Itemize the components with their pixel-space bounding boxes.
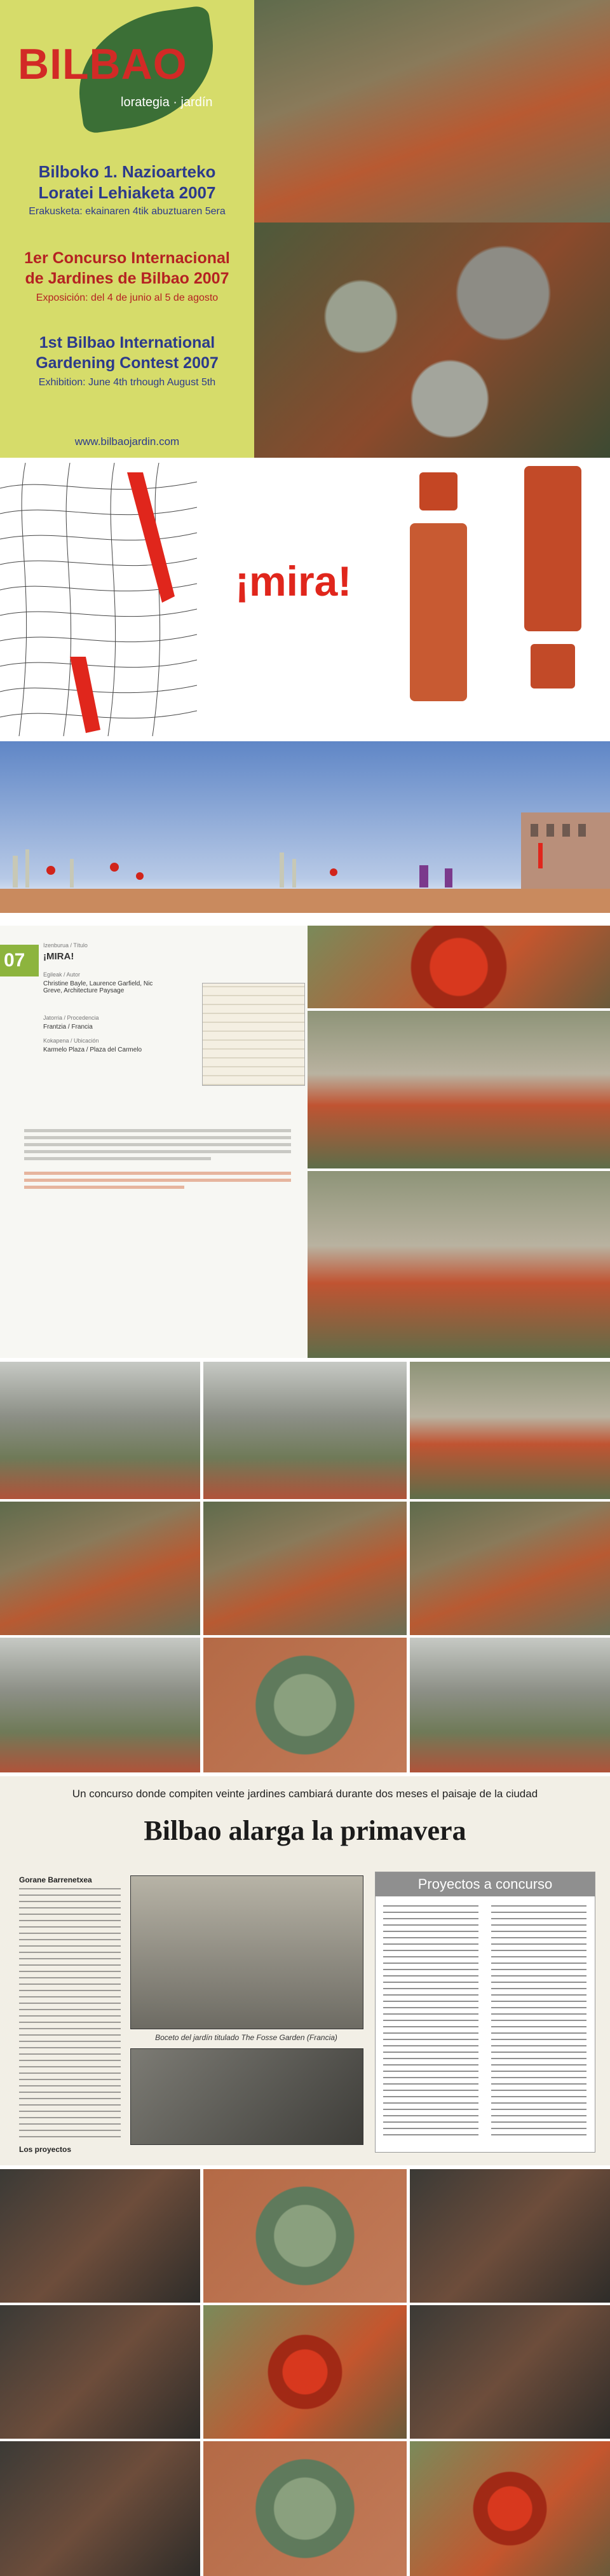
catalog-origin: Frantzia / Francia	[43, 1024, 93, 1031]
catalog-garden-photo-1	[308, 1011, 610, 1168]
catalog-location-map	[202, 983, 305, 1086]
text-line	[24, 1186, 184, 1189]
plant-photo-6	[410, 2305, 610, 2439]
plant-photo-2	[203, 2169, 407, 2303]
catalog-label-author: Egileak / Autor	[43, 971, 81, 978]
build-photo-8	[203, 1638, 407, 1772]
catalog-location: Karmelo Plaza / Plaza del Carmelo	[43, 1046, 142, 1053]
text-line	[24, 1150, 291, 1153]
model-photo-2	[508, 466, 597, 733]
text-line	[24, 1136, 291, 1139]
text-line	[24, 1179, 291, 1182]
catalog-label-title: Izenburua / Título	[43, 942, 88, 949]
poster-english-1: 1st Bilbao International	[39, 334, 215, 352]
poster-basque-1: Bilboko 1. Nazioarteko	[38, 162, 216, 181]
build-photo-7	[0, 1638, 200, 1772]
poster-spanish-1: 1er Concurso Internacional	[24, 249, 230, 267]
plant-photo-1	[0, 2169, 200, 2303]
poster-english-2: Gardening Contest 2007	[36, 354, 219, 372]
catalog-title: ¡MIRA!	[43, 951, 74, 962]
concept-sketch-map	[0, 463, 197, 736]
plant-photo-4	[0, 2305, 200, 2439]
build-photo-4	[0, 1502, 200, 1635]
text-line	[24, 1172, 291, 1175]
plant-photo-9	[410, 2441, 610, 2576]
elevation-illustration	[0, 741, 610, 913]
build-photo-1	[0, 1362, 200, 1499]
build-photo-6	[410, 1502, 610, 1635]
projects-list-right	[491, 1905, 586, 2141]
text-line	[24, 1129, 291, 1132]
catalog-label-origin: Jatorria / Procedencia	[43, 1015, 99, 1021]
poster-url: www.bilbaojardin.com	[74, 435, 180, 448]
newspaper-article-column	[19, 1888, 121, 2142]
newspaper-clipping	[0, 1776, 610, 2165]
build-photo-9	[410, 1638, 610, 1772]
build-photo-5	[203, 1502, 407, 1635]
elevation-drawing	[0, 741, 610, 913]
plant-photo-5	[203, 2305, 407, 2439]
catalog-authors: Christine Bayle, Laurence Garfield, Nic Greve, Architecture Paysage	[43, 980, 153, 994]
text-line	[24, 1143, 291, 1146]
concept-panel	[0, 463, 610, 736]
model-photo-1	[394, 472, 483, 727]
newspaper-photo-caption: Boceto del jardín titulado The Fosse Garden (Francia)	[155, 2033, 337, 2042]
newspaper-byline: Gorane Barrenetxea	[19, 1875, 92, 1884]
poster-panel	[0, 0, 254, 458]
newspaper-projects-box	[375, 1872, 595, 2153]
mira-wordmark: ¡mira!	[235, 558, 352, 605]
model-dot	[419, 472, 458, 510]
photo-garden-rocks	[254, 223, 610, 458]
poster-spanish-2: de Jardines de Bilbao 2007	[25, 270, 229, 287]
poster-spanish-3: Exposición: del 4 de junio al 5 de agosto	[36, 292, 219, 303]
newspaper-headline: Bilbao alarga la primavera	[144, 1815, 466, 1846]
build-photo-3	[410, 1362, 610, 1499]
poster-english-3: Exhibition: June 4th trhough August 5th	[38, 377, 216, 388]
poster-basque-2: Loratei Lehiaketa 2007	[38, 183, 216, 202]
model-bar	[524, 466, 581, 631]
text-line	[24, 1157, 211, 1160]
projects-list-left	[383, 1905, 478, 2141]
plant-photo-8	[203, 2441, 407, 2576]
catalog-garden-photo-2	[308, 1171, 610, 1358]
projects-box-title: Proyectos a concurso	[376, 1872, 595, 1896]
model-bar	[410, 523, 467, 701]
logo-sub: lorategia · jardín	[121, 95, 213, 109]
logo-text: BILBAO	[18, 40, 187, 88]
plant-photo-3	[410, 2169, 610, 2303]
catalog-page	[0, 926, 308, 1358]
build-photo-2	[203, 1362, 407, 1499]
catalog-number: 07	[0, 945, 39, 976]
newspaper-section-head: Los proyectos	[19, 2145, 72, 2154]
newspaper-kicker: Un concurso donde compiten veinte jardines cambiará durante dos meses el paisaje de la ciudad	[72, 1788, 538, 1800]
newspaper-second-image	[130, 2048, 363, 2145]
plant-photo-7	[0, 2441, 200, 2576]
photo-garden-aerial	[254, 0, 610, 223]
catalog-label-location: Kokapena / Ubicación	[43, 1038, 99, 1044]
catalog-body-text	[24, 1129, 291, 1193]
catalog-model-photos	[308, 926, 610, 1008]
poster-basque-3: Erakusketa: ekainaren 4tik abuztuaren 5era	[29, 206, 226, 217]
model-dot	[531, 644, 575, 689]
newspaper-sketch-image	[130, 1875, 363, 2029]
